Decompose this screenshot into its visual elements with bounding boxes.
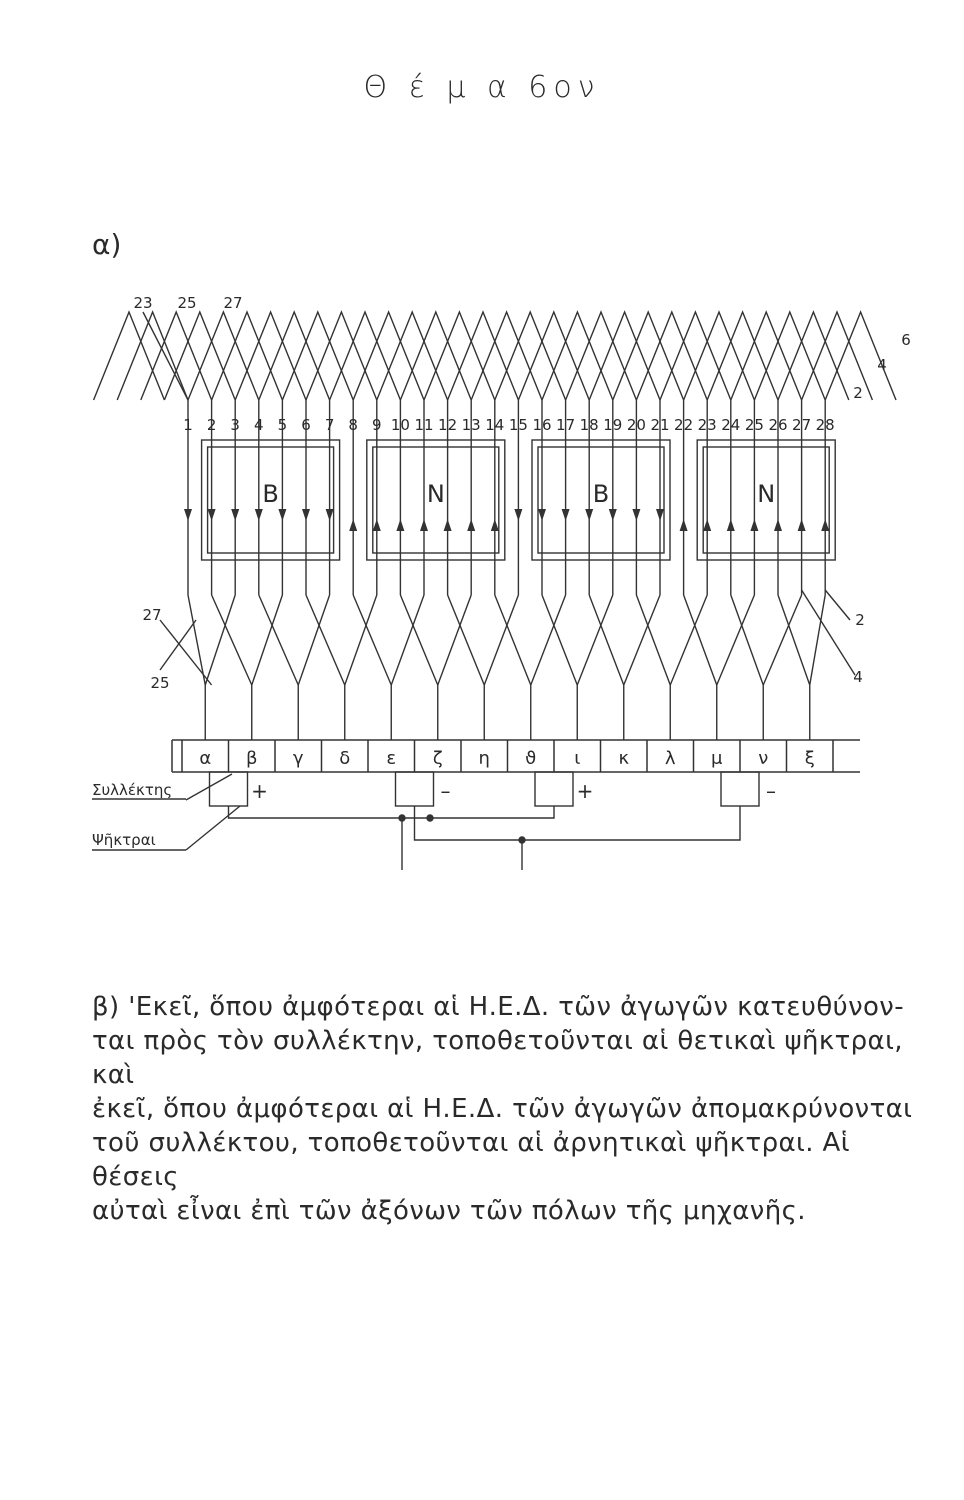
conductor-number: 11 (414, 416, 434, 434)
end-connection (684, 312, 755, 400)
commutator-segment-label: γ (292, 748, 304, 769)
top-number: 25 (177, 294, 197, 312)
current-arrow (821, 519, 829, 531)
end-connection (613, 312, 684, 400)
brushes-label: Ψῆκτραι (92, 831, 156, 849)
current-arrow (208, 509, 216, 521)
end-connection (117, 312, 188, 400)
commutator-segment-label: η (478, 748, 490, 769)
commutator-segment-label: μ (711, 748, 723, 769)
conductor-number: 7 (324, 416, 335, 434)
junction-dot (519, 837, 525, 843)
current-arrow (656, 509, 664, 521)
winding-diagram (0, 290, 964, 890)
conductor-number: 1 (183, 416, 193, 434)
pole-label: N (757, 480, 776, 508)
current-arrow (750, 519, 758, 531)
end-connection (660, 312, 731, 400)
current-arrow (467, 519, 475, 531)
current-arrow (326, 509, 334, 521)
current-arrow (373, 519, 381, 531)
end-connection (778, 312, 849, 400)
pole-label: B (262, 480, 279, 508)
end-connection (212, 312, 283, 400)
conductor-number: 8 (348, 416, 358, 434)
conductor-number: 17 (556, 416, 576, 434)
lower-right-number: 2 (855, 611, 865, 629)
brush-sign: + (251, 779, 268, 803)
brush-sign: – (440, 779, 451, 803)
conductor-number: 10 (390, 416, 410, 434)
conductor-number: 25 (744, 416, 764, 434)
front-connection (205, 595, 235, 685)
end-connection (566, 312, 637, 400)
current-arrow (514, 509, 522, 521)
conductor-number: 23 (697, 416, 717, 434)
conductor-number: 14 (485, 416, 505, 434)
conductor-number: 5 (277, 416, 288, 434)
commutator-segment-label: λ (664, 748, 676, 769)
conductor-number: 3 (230, 416, 240, 434)
brush-leader (186, 806, 240, 850)
current-arrow (255, 509, 263, 521)
end-connection (589, 312, 660, 400)
lower-left-number: 27 (142, 606, 162, 624)
conductor-number: 28 (815, 416, 835, 434)
conductor-number: 15 (508, 416, 528, 434)
current-arrow (420, 519, 428, 531)
part-b-line: ται πρὸς τὸν συλλέκτην, τοποθετοῦνται αἱ θετικαὶ ψῆκτραι, καὶ (92, 1026, 903, 1090)
collector-label: Συλλέκτης (92, 781, 173, 799)
brush (535, 772, 573, 806)
end-connection (282, 312, 353, 400)
commutator-segment-label: κ (618, 748, 630, 769)
current-arrow (184, 509, 192, 521)
conductor-number: 26 (768, 416, 788, 434)
lead-wire (802, 590, 855, 675)
page-title: Θ έ μ α 6ον (363, 70, 601, 105)
end-connection (754, 312, 825, 400)
top-number: 27 (223, 294, 243, 312)
brush (210, 772, 248, 806)
conductor-number: 13 (461, 416, 481, 434)
conductor-number: 2 (206, 416, 217, 434)
end-connection (235, 312, 306, 400)
brush (721, 772, 759, 806)
current-arrow (278, 509, 286, 521)
right-number: 6 (901, 331, 911, 349)
part-a-label: α) (92, 228, 122, 261)
commutator-segment-label: ε (386, 748, 397, 769)
end-connection (141, 312, 212, 400)
conductor-number: 20 (626, 416, 646, 434)
end-connection (542, 312, 613, 400)
end-connection (94, 312, 165, 400)
commutator-segment-label: ι (574, 748, 581, 769)
end-connection (400, 312, 471, 400)
end-connection (495, 312, 566, 400)
brush (396, 772, 434, 806)
end-connection (731, 312, 802, 400)
commutator-segment-label: ζ (432, 748, 443, 769)
conductor-number: 19 (603, 416, 623, 434)
current-arrow (491, 519, 499, 531)
current-arrow (562, 509, 570, 521)
conductor-number: 18 (579, 416, 599, 434)
conductor-number: 24 (721, 416, 741, 434)
current-arrow (774, 519, 782, 531)
end-connection (306, 312, 377, 400)
commutator-segment-label: β (246, 748, 258, 769)
negative-bus (415, 806, 741, 840)
positive-bus (229, 806, 555, 818)
brush-sign: + (576, 779, 594, 803)
current-arrow (396, 519, 404, 531)
current-arrow (444, 519, 452, 531)
commutator-segment-label: δ (339, 748, 351, 769)
part-b-line: ἐκεῖ, ὅπου ἀμφότεραι αἱ Η.Ε.Δ. τῶν ἀγωγῶν ἀπομακρύνονται (92, 1094, 913, 1124)
commutator-segment-label: ξ (804, 748, 815, 769)
conductor-number: 12 (438, 416, 458, 434)
commutator-segment-label: ν (758, 748, 769, 769)
conductor-number: 6 (301, 416, 311, 434)
current-arrow (703, 519, 711, 531)
current-arrow (302, 509, 310, 521)
end-connection (259, 312, 330, 400)
current-arrow (609, 509, 617, 521)
current-arrow (538, 509, 546, 521)
conductor-number: 22 (674, 416, 694, 434)
part-b-label: β) (92, 992, 120, 1022)
end-connection (164, 312, 235, 400)
top-number: 23 (133, 294, 153, 312)
front-connection (188, 595, 205, 685)
right-number: 4 (877, 356, 887, 374)
part-b-line: αὐταὶ εἶναι ἐπὶ τῶν ἀξόνων τῶν πόλων τῆς μηχανῆς. (92, 1196, 806, 1226)
conductor-number: 4 (254, 416, 264, 434)
end-connection (188, 312, 259, 400)
commutator-segment-label: α (199, 748, 212, 769)
end-connection (330, 312, 401, 400)
current-arrow (585, 509, 593, 521)
conductor-number: 9 (372, 416, 382, 434)
lower-right-number: 4 (853, 668, 863, 686)
conductor-number: 16 (532, 416, 552, 434)
commutator-segment-label: ϑ (525, 748, 537, 769)
end-connection (353, 312, 424, 400)
current-arrow (231, 509, 239, 521)
right-number: 2 (853, 384, 863, 402)
lead-wire (825, 590, 850, 620)
current-arrow (798, 519, 806, 531)
current-arrow (632, 509, 640, 521)
conductor-number: 21 (650, 416, 670, 434)
current-arrow (680, 519, 688, 531)
current-arrow (727, 519, 735, 531)
part-b-line: β) 'Εκεῖ, ὅπου ἀμφότεραι αἱ Η.Ε.Δ. τῶν ἀγωγῶν κατευθύνον- (92, 992, 905, 1022)
conductor-number: 27 (792, 416, 812, 434)
part-b-text (92, 990, 922, 1228)
end-connection (448, 312, 519, 400)
lower-left-number: 25 (150, 674, 170, 692)
brush-sign: – (766, 779, 776, 803)
pole-label: N (426, 480, 445, 508)
end-connection (424, 312, 495, 400)
end-connection (377, 312, 448, 400)
end-connection (707, 312, 778, 400)
junction-dot (399, 815, 405, 821)
front-connection (810, 595, 825, 685)
end-connection (471, 312, 542, 400)
current-arrow (349, 519, 357, 531)
part-b-line: τοῦ συλλέκτου, τοποθετοῦνται αἱ ἀρνητικαὶ ψῆκτραι. Αἱ θέσεις (92, 1128, 850, 1192)
pole-label: B (592, 480, 610, 508)
end-connection (518, 312, 589, 400)
junction-dot (427, 815, 433, 821)
end-connection (636, 312, 707, 400)
front-connection (212, 595, 252, 685)
